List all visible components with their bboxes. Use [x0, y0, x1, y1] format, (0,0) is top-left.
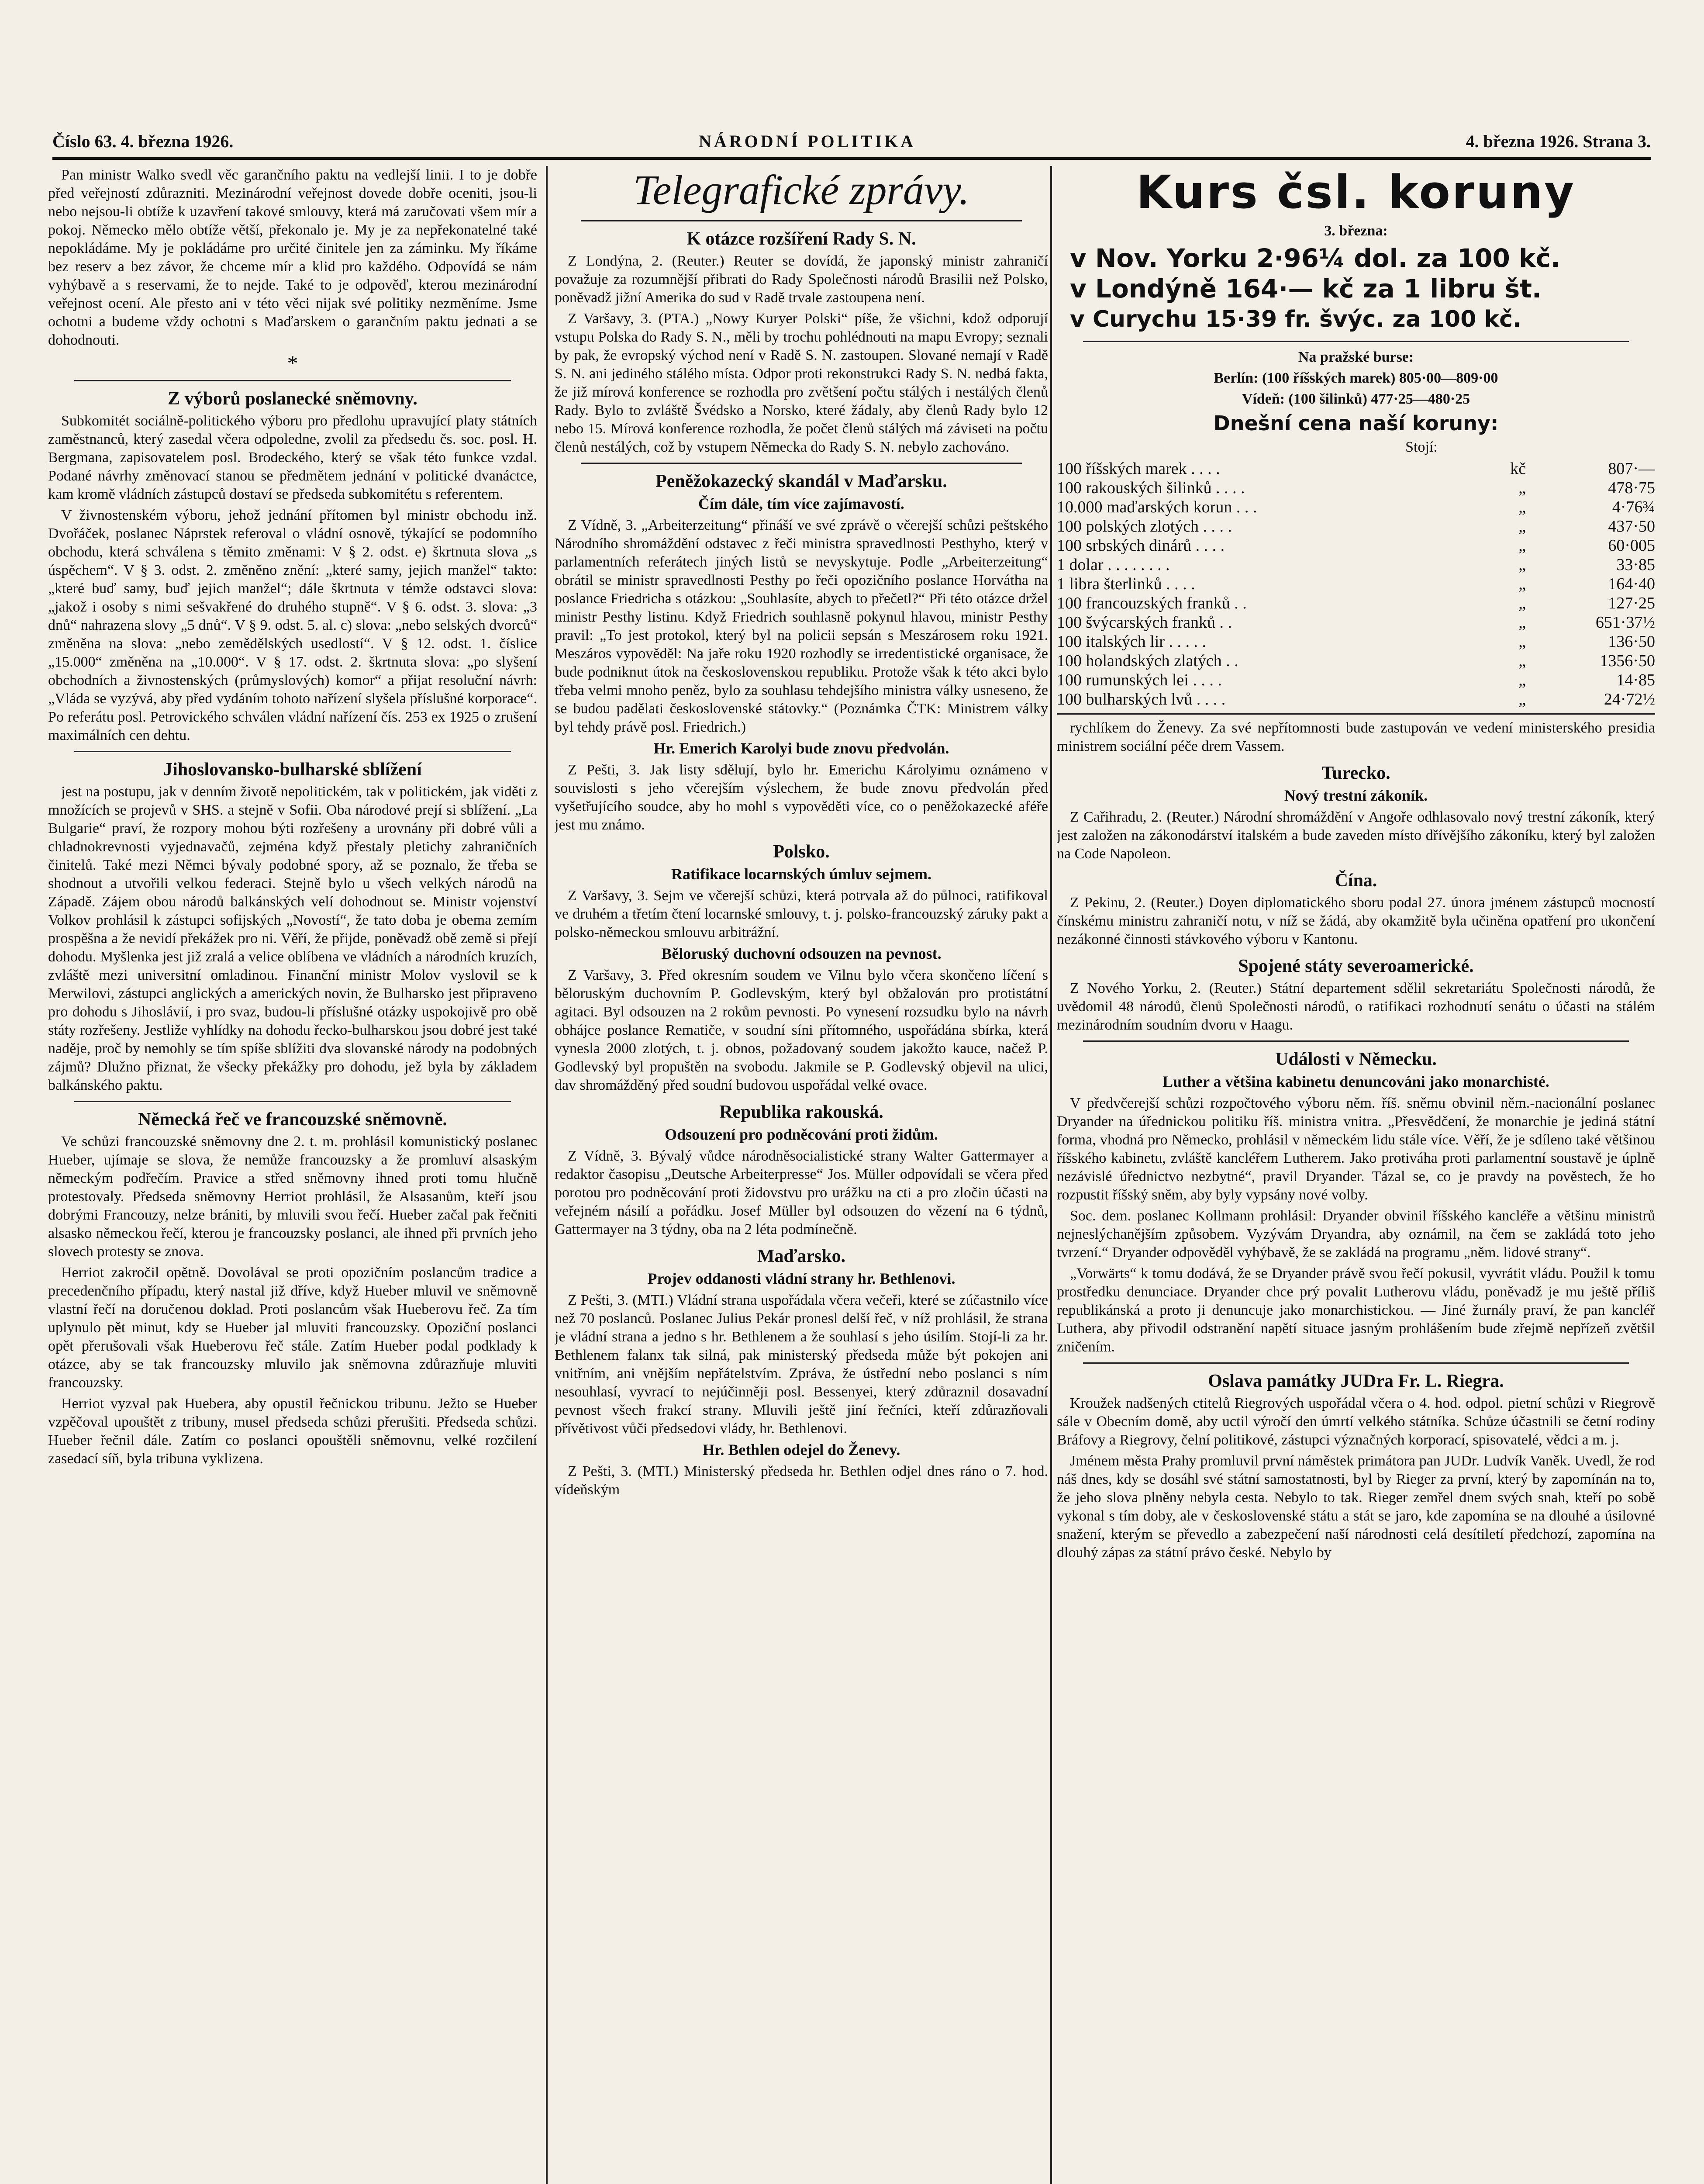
rate-currency: „: [1518, 536, 1526, 555]
headline-turecko: Turecko.: [1321, 763, 1390, 783]
divider: [581, 463, 1022, 464]
rate-row: [1057, 536, 1655, 555]
article-paragraph: V živnostenském výboru, jehož jednání přítomen byl ministr obchodu inž. Dvořáček, poslanec Náprstek referoval o vládní osnově, týkající se podomního obchodu, která schválena s těmito změnami: V § 2. odst. e) škrtnuta slova „s úspěchem“. V § 3. odst. 2. změněno znění: „které samy, jejich manžel“ takto: „které buď samy, buď jejich manžel“; dále škrtnuta v témže odstavci slova: „jakož i osoby s nimi sešvakřené do druhého stupně“. V § 6. odst. 3. slova: „3 dnů“ nahrazena slovy „5 dnů“. V § 9. odst. 5. al. c) slova: „nebo selských dvorců“ změněna na slova: „nebo zemědělských usedlostí“. V § 12. odst. 1. číslice „15.000“ změněna na „10.000“. V § 17. odst. 2. škrtnuta slova: „po slyšení obchodních a živnostenských (průmyslových) komor“ a přijat resoluční návrh: „Vláda se vyzývá, aby před vydáním tohoto nařízení slyšela příslušné korporace“. Po referátu posl. Petrovického schválen vládní nařízení čís. 253 ex 1925 o zrušení maximálních cen dehtu.: [48, 507, 537, 743]
divider: [74, 1101, 511, 1102]
rate-label: 100 švýcarských franků . .: [1057, 613, 1232, 632]
article-paragraph: „Vorwärts“ k tomu dodává, že se Dryander právě svou řečí pokusil, vyvrátit vládu. Použil k tomu prostředku denunciace. Dryander chce prý povalit Lutherovu vládu, poněvadž je mu ještě příliš republikánská a proto ji denuncuje jako monarchistickou. — Jiné žurnály praví, že pan kancléř Luthera, aby přivodil odstranění napětí situace jasným prohlášením bude zřejmě nepřízeň zvětšil zničením.: [1057, 1265, 1655, 1355]
issue-number: Číslo 63. 4. března 1926.: [52, 131, 234, 151]
section-star: *: [287, 351, 298, 375]
article-paragraph: Z Nového Yorku, 2. (Reuter.) Státní departement sdělil sekretariátu Společnosti národů, že uvědomil 48 národů, členů Společnosti národů, o ratifikaci rozhodnutí senátu o účasti na stálém mezinárodním soudním dvoru v Haagu.: [1057, 980, 1655, 1033]
subheadline: Luther a většina kabinetu denuncováni jako monarchisté.: [1162, 1073, 1549, 1090]
article-paragraph: Herriot vyzval pak Huebera, aby opustil řečnickou tribunu. Ježto se Hueber vzpěčoval upouštět z tribuny, musel předseda schůzi přerušiti. Předseda schůzi. Hueber řečnil dále. Zatím co poslanci opouštěli sněmovnu, velké rozčilení zasedací síň, byla tribuna vyklizena.: [48, 1396, 537, 1467]
headline-polsko: Polsko.: [773, 842, 830, 862]
column-rule-1: [546, 166, 548, 2184]
article-paragraph: Z Vídně, 3. „Arbeiterzeitung“ přináší ve své zprávě o včerejší schůzi peštského Národního shromáždění odstavec z řeči ministra spravedlnosti Pesthyho, který v parlamentních referátech jiných listů se nevyskytuje. Podle „Arbeiterzeitung“ obrátil se ministr spravedlnosti Pesthy po řeči opozičního poslance Horvátha na poslance Friedricha s otázkou: „Souhlasíte, abych to přečetl?“ Při této otázce držel ministr Pesthy listinu. Když Friedrich souhlasně pokynul hlavou, ministr Pesthy pravil: „To jest protokol, který byl na policii sepsán s Meszárosem roku 1921. Meszáros vypověděl: Na jaře roku 1920 rozhodly se irredentistické organisace, že bude podniknut útok na československou republiku. Protože však k této akci bylo třeba velmi mnoho peněz, bylo za souhlasu tehdejšího ministra války usneseno, že se budou padělati československé státovky.“ (Poznámka ČTK: Ministrem války byl tehdy právě posl. Friedrich.): [555, 517, 1048, 735]
rate-label: 100 holandských zlatých . .: [1057, 652, 1238, 670]
divider: [1083, 1362, 1629, 1364]
article-paragraph: Z Varšavy, 3. Sejm ve včerejší schůzi, která potrvala až do půlnoci, ratifikoval ve druhém a třetím čtení locarnské smlouvy, t. j. polsko-francouzský záruky pakt a polsko-německou smlouvu arbitrážní.: [555, 888, 1048, 940]
article-paragraph: Z Cařihradu, 2. (Reuter.) Národní shromáždění v Angoře odhlasovalo nový trestní zákoník, který jest založen na zákonodárství italském a bude zaveden místo dřívějšího zákoníku, který byl založen na Code Napoleon.: [1057, 809, 1655, 862]
newspaper-title: NÁRODNÍ POLITIKA: [699, 131, 916, 151]
burse-berlin: Berlín: (100 říšských marek) 805·00—809·00: [1214, 370, 1498, 386]
page-date: 4. března 1926. Strana 3.: [1466, 131, 1651, 151]
article-paragraph: Z Pešti, 3. (MTI.) Ministerský předseda hr. Bethlen odjel dnes ráno o 7. hod. vídeňským: [555, 1463, 1048, 1498]
rate-row: [1057, 459, 1655, 478]
rate-label: 100 rakouských šilinků . . . .: [1057, 479, 1245, 497]
rate-row: [1057, 555, 1655, 574]
rate-row: [1057, 517, 1655, 536]
rate-currency: „: [1518, 594, 1526, 612]
rate-value: 4·76¾: [1612, 498, 1655, 516]
headline-rieger: Oslava památky JUDra Fr. L. Riegra.: [1208, 1371, 1504, 1391]
divider: [581, 220, 1022, 221]
currency-rates-table: [1057, 459, 1655, 709]
headline-vybory: Z výborů poslanecké sněmovny.: [168, 389, 417, 409]
subheadline: Nový trestní zákoník.: [1284, 787, 1428, 804]
headline-jihoslovansko: Jihoslovansko-bulharské sblížení: [163, 760, 422, 780]
rate-row: [1057, 498, 1655, 517]
article-paragraph: Z Vídně, 3. Bývalý vůdce národněsocialistické strany Walter Gattermayer a redaktor časopisu „Deutsche Arbeiterpresse“ Jos. Müller odpovídali se včera před porotou pro podněcování proti židovstvu pro urážku na cti a pro zločin účasti na veřejném násilí a pořádku. Josef Müller byl odsouzen do vězení na 6 týdnů, Gattermayer na 3 týdny, oba na 2 léta podmínečně.: [555, 1148, 1048, 1237]
rate-label: 100 bulharských lvů . . . .: [1057, 690, 1226, 708]
rate-label: 100 italských lir . . . . .: [1057, 632, 1206, 651]
rate-currency: kč: [1510, 460, 1526, 478]
section-masthead-telegraficke: Telegrafické zprávy.: [633, 166, 969, 213]
rate-label: 10.000 maďarských korun . . .: [1057, 498, 1257, 516]
headline-madarsko: Maďarsko.: [757, 1246, 846, 1266]
column-rule-2: [1050, 166, 1052, 2184]
rate-row: [1057, 632, 1655, 651]
headline-karolyi: Hr. Emerich Karolyi bude znovu předvolán.: [653, 740, 949, 757]
article-paragraph: Jménem města Prahy promluvil první náměstek primátora pan JUDr. Ludvík Vaněk. Uvedl, že rod náš dnes, kdy se dosáhl své státní samostatnosti, byl by Rieger za první, který by zapomínán na to, že jeho slova plněny nebyla cesta. Nebylo to tak. Rieger zemřel dnem svých snah, kteří po sobě vykonal s tím doby, ale v československé státu a stát se jaro, kde zapomína se na dlouhé a úsilovné snažení, kterým se převedlo a zabezpečení naší národnosti celá desítiletí předchozí, zapomína na dlouhý zápas za státní právo české. Nebylo by: [1057, 1453, 1655, 1561]
article-paragraph: Herriot zakročil opětně. Dovolával se proti opozičním poslancům tradice a precedenčního případu, který nastal již dříve, když Hueber mluvil ve sněmovně vlastní řečí na doručenou doklad. Proti poslancům však Hueberovu řeč. Za tím uplynulo pět minut, kdy se Hueber jal mluviti francouzsky. Opoziční poslanci opět přerušovali však Hueberovu řeč stále. Zatím Hueber podal podklady k otázce, aby se tak francouzsky mluvilo jak sněmovna zdůrazňuje mluviti francouzsky.: [48, 1265, 537, 1391]
rate-label: 100 francouzských franků . .: [1057, 594, 1247, 612]
rate-value: 1356·50: [1600, 652, 1655, 670]
headline-udalosti-nemecko: Události v Německu.: [1275, 1049, 1437, 1069]
headline-kurs-koruny: Kurs čsl. koruny: [1136, 166, 1576, 219]
divider: [74, 751, 511, 752]
rate-value: 60·005: [1608, 536, 1655, 555]
rate-row: [1057, 574, 1655, 594]
burse-vienna: Vídeň: (100 šilinků) 477·25—480·25: [1242, 391, 1470, 407]
rate-currency: „: [1518, 498, 1526, 516]
rate-currency: „: [1518, 479, 1526, 497]
rate-currency: „: [1518, 690, 1526, 708]
rate-value: 478·75: [1608, 479, 1655, 497]
rate-value: 807·—: [1608, 460, 1655, 478]
kurs-zurich: v Curychu 15·39 fr. švýc. za 100 kč.: [1070, 306, 1521, 332]
subheadline: Čím dále, tím více zajímavostí.: [698, 495, 904, 512]
article-paragraph: Subkomitét sociálně-politického výboru pro předlohu upravující platy státních zaměstnanců, který zasedal včera odpoledne, zvolil za předsedu čs. soc. posl. H. Bergmana, zapisovatelem posl. Brodeckého, který se však této funkce vzdal. Podané návrhy změnovací stanou se předmětem jednání v politické dvanáctce, kam kromě vládních zástupců dostaví se předseda subkomitétu s referentem.: [48, 413, 537, 502]
rate-value: 127·25: [1608, 594, 1655, 612]
subheadline: Odsouzení pro podněcování proti židům.: [665, 1126, 938, 1143]
kurs-new-york: v Nov. Yorku 2·96¼ dol. za 100 kč.: [1070, 243, 1561, 273]
rate-row: [1057, 690, 1655, 709]
headline-rada-sn: K otázce rozšíření Rady S. N.: [686, 229, 916, 249]
column-3: [1057, 166, 1655, 2184]
column-1: [48, 166, 537, 2184]
article-paragraph: Z Pešti, 3. (MTI.) Vládní strana uspořádala včera večeři, které se zúčastnilo více než 70 poslanců. Poslanec Julius Pekár pronesl delší řeč, v níž prohlásil, že strana je vládní strana a jedno s hr. Bethlenem a že souhlasí s jeho úsilím. Stojí-li za hr. Bethlenem falanx tak silná, pak ministerský předseda může být pokojen ani vnitřním, ani vnějším nepřátelstvím. Zpráva, že ústřední nebo poslanci s ním nesouhlasí, vyvrací to nejúčinněji posl. Bessenyei, který zdůraznil dosavadní pevnost všech frakcí strany. Mluvili ještě jiní řečníci, kteří zdůrazňovali přívětivost vůči předsedovi vlády, hr. Bethlenovi.: [555, 1292, 1048, 1437]
kurs-date: 3. března:: [1324, 223, 1388, 239]
rate-currency: „: [1518, 556, 1526, 574]
article-paragraph: Z Pekinu, 2. (Reuter.) Doyen diplomatického sboru podal 27. února jménem zástupců mocností čínskému ministru zahraničí notu, v níž se žádá, aby okamžitě byla učiněna opatření pro ukončení nezákonné činnosti stávkového výboru v Kantonu.: [1057, 895, 1655, 947]
headline-penezokazecky: Peněžokazecký skandál v Maďarsku.: [655, 471, 947, 491]
rate-value: 14·85: [1616, 671, 1655, 689]
rate-currency: „: [1518, 671, 1526, 689]
column-2: [555, 166, 1048, 2184]
article-paragraph: V předvčerejší schůzi rozpočtového výboru něm. říš. sněmu obvinil něm.-nacionální poslanec Dryander na úřednickou politiku říš. ministra vnitra. „Přesvědčení, že monarchie je jediná státní forma, vhodná pro Německo, prohlásil v německém lidu stále více. Věří, že je sdíleno také většinou říšského kabinetu, zvláště kancléřem Lutherem. Jako protiváha proti parlamentní soustavě je úplně nezávislé úřednictvo nezbytné“, pravil Dryander. Tázal se, co je pravdy na pověstech, že ho rozpustit říšský sněm, aby byly vypsány nové volby.: [1057, 1095, 1655, 1203]
article-paragraph: Z Varšavy, 3. Před okresním soudem ve Vilnu bylo včera skončeno líčení s běloruským duchovním P. Godlevským, který byl obžalován pro protistátní agitaci. Byl odsouzen na 2 rokům pevnosti. Po vynesení rozsudku bylo na návrh obhájce poslance Rematiče, v soudní síni přítomného, uspořádána sbírka, která vynesla 2000 zlotých, t. j. obnos, požadovaný soudem jakožto kauce, načež P. Godlevský byl propuštěn na svobodu. Jakmile se P. Godlevský objevil na ulici, dav shromážděný před soudní budovou uspořádal velké ovace.: [555, 967, 1048, 1093]
rate-currency: „: [1518, 575, 1526, 593]
rate-label: 100 říšských marek . . . .: [1057, 460, 1220, 478]
rate-label: 1 libra šterlinků . . . .: [1057, 575, 1195, 593]
rate-row: [1057, 670, 1655, 690]
divider: [1083, 1040, 1629, 1042]
rate-currency: „: [1518, 613, 1526, 632]
headline-nemecka-rec: Německá řeč ve francouzské sněmovně.: [138, 1109, 447, 1130]
divider: [1057, 713, 1655, 715]
article-walko-intro: Pan ministr Walko svedl věc garančního paktu na vedlejší linii. I to je dobře před veřejností zdůrazniti. Mezinárodní veřejnost dovede dobře oceniti, jsou-li nebo nejsou-li obtíže k uzavření takové smlouvy, která má zaručovati všem mír a pokoj. Německo mělo obtíže větší, překonalo je. My je za nepřekonatelné také nepokládáme. My je pokládáme pro určité činitele jen za záminku. My říkáme bez reserv a bez závor, že chceme mír a klid pro každého. Odpovídá se nám vyhýbavě a s reservami, že to nejde. Také to je odpověď, kterou mezinárodní veřejnost ocení. Ale přesto ani v této věci nijak své politiky nezměníme. Jsme ochotni a budeme vždy ochotni s Maďarskem o garančním paktu jednati a se dohodnouti.: [48, 167, 537, 348]
article-paragraph: Z Pešti, 3. Jak listy sdělují, bylo hr. Emerichu Károlyimu oznámeno v souvislosti s jeho včerejším výslechem, že bude znovu předvolán před vyšetřujícího soudce, aby ho mohl s vypověděti více, co o peněžokazecké aféře jest mu známo.: [555, 762, 1048, 833]
rate-label: 100 polských zlotých . . . .: [1057, 517, 1232, 536]
divider: [1083, 341, 1629, 342]
rate-row: [1057, 613, 1655, 632]
headline-bethlen-zeneva: Hr. Bethlen odejel do Ženevy.: [702, 1441, 900, 1458]
rate-label: 100 srbských dinárů . . . .: [1057, 536, 1225, 555]
rate-value: 33·85: [1616, 556, 1655, 574]
rate-value: 24·72½: [1604, 690, 1655, 708]
divider: [74, 380, 511, 381]
rate-label: 100 rumunských lei . . . .: [1057, 671, 1222, 689]
article-paragraph: Z Londýna, 2. (Reuter.) Reuter se dovídá, že japonský ministr zahraničí považuje za rozumnější přibrati do Rady Společnosti národů Brasilii než Polsko, poněvadž jižní Amerika do sud v Radě trvale zastoupena není.: [555, 253, 1048, 306]
rate-value: 437·50: [1608, 517, 1655, 536]
rate-currency: „: [1518, 517, 1526, 536]
headline-rakousko: Republika rakouská.: [719, 1102, 883, 1122]
cena-title: Dnešní cena naší koruny:: [1213, 411, 1499, 435]
rate-value: 136·50: [1608, 632, 1655, 651]
rate-row: [1057, 594, 1655, 613]
rate-value: 651·37½: [1595, 613, 1655, 632]
cena-column-label: Stojí:: [1405, 439, 1438, 455]
rate-value: 164·40: [1608, 575, 1655, 593]
article-paragraph: Kroužek nadšených ctitelů Riegrových uspořádal včera o 4. hod. odpol. pietní schůzi v Riegrově sále v Obecním domě, aby uctil výročí den úmrtí velkého státníka. Schůze účastnili se četní rodiny Bráfovy a Riegrovy, čelní politikové, zástupci význačných korporací, spisovatelé, vědci a m. j.: [1057, 1395, 1655, 1448]
rate-currency: „: [1518, 652, 1526, 670]
burse-title: Na pražské burse:: [1298, 349, 1414, 365]
article-paragraph: Z Varšavy, 3. (PTA.) „Nowy Kuryer Polski“ píše, že všichni, kdož odporují vstupu Polska do Rady S. N., měli by trochu pohlédnouti na mapu Evropy; seznali by pak, že evropský východ není v Radě S. N. zastoupen. Slované nemají v Radě S. N. ani jediného stálého místa. Odpor proti rekonstrukci Rady S. N. nedbá fakta, že již mírová konference se rozhodla pro zvětšení počtu stálých i nestálých členů Rady. Bylo to zvláště Švédsko a Norsko, které žádaly, aby členů Rady bylo 12 nebo 15. Mírová konference rozhodla, že počet členů stálých má záviseti na počtu členů nestálých, což by vstupem Německa do Rady S. N. nebylo zachováno.: [555, 311, 1048, 455]
article-paragraph: rychlíkem do Ženevy. Za své nepřítomnosti bude zastupován ve vedení ministerského presidia ministrem sociální péče drem Vassem.: [1057, 720, 1655, 754]
rate-row: [1057, 478, 1655, 498]
headline-spojene-staty: Spojené státy severoamerické.: [1238, 956, 1474, 976]
kurs-london: v Londýně 164·— kč za 1 libru št.: [1070, 274, 1542, 304]
rate-row: [1057, 651, 1655, 670]
page-header: [52, 127, 1651, 160]
article-paragraph: jest na postupu, jak v denním životě nepolitickém, tak v politickém, jak viděti z množících se projevů v SHS. a stejně v Sofii. Oba národové prejí si sblížení. „La Bulgarie“ praví, že rozpory mohou býti rozřešeny a urovnány při dobré vůli a chladnokrevnosti vyjednavačů, zejména když přestaly pletichy zahraničních činitelů. Také mezi Němci bývaly podobné spory, až se poznalo, že třeba se shodnout a utvořili velkou federaci. Stejně bylo u všech velkých národů na Západě. Zájem obou národů balkánských velí dohodnout se. Ministr vojenství Volkov prohlásil k zástupci sofijských „Novostí“, že tato doba je obema zemím prospěšna a že nevidí překážek pro ni. Věří, že přijde, poněvadž obě země si přejí dohodu. Myšlenka jest již zralá a velice oblíbena ve vládních a národních kruzích, zvláště mezi universitní omladinou. Finanční ministr Molov vyslovil se k Merwilovi, zástupci anglických a amerických novin, že Bulharsko jest připraveno pro dohodu s Jihoslávií, i pro svaz, budou-li příslušné otázky uspokojivě pro obě státy rozřešeny. Jestliže vyhlídky na dohodu řecko-bulharskou jsou dobré jest také naděje, proč by nemohly se tím spíše sblížiti dva slovanské národy na podobných zájmů? Dlužno přiznat, že všecky překážky pro dohodu, jež byla by základem balkánského paktu.: [48, 784, 537, 1093]
subheadline: Projev oddanosti vládní strany hr. Bethlenovi.: [647, 1270, 955, 1287]
rate-label: 1 dolar . . . . . . . .: [1057, 556, 1170, 574]
headline-belorusky: Běloruský duchovní odsouzen na pevnost.: [661, 945, 942, 962]
article-paragraph: Soc. dem. poslanec Kollmann prohlásil: Dryander obvinil říšského kancléře a většinu ministrů nejneslýchanějším způsobem. Vyzývám Dryandra, aby oznámil, na čem se zakládá toto jeho tvrzení.“ Dryander odpověděl vyhýbavě, že se zakládá na programu „něm. lidové strany“.: [1057, 1208, 1655, 1261]
subheadline: Ratifikace locarnských úmluv sejmem.: [671, 865, 931, 883]
headline-cina: Čína.: [1335, 871, 1377, 891]
article-paragraph: Ve schůzi francouzské sněmovny dne 2. t. m. prohlásil komunistický poslanec Hueber, ujímaje se slova, že nemůže francouzsky a že promluví alsaským německým podřečím. Pravice a střed sněmovny ihned proti tomu hlučně protestovaly. Předseda sněmovny Herriot prohlásil, že Alsasanům, kteří jsou dobrými Francouzy, nelze brániti, by mluvili svou řečí. Hueber začal pak řečniti alsasko německou řečí, kterou je francouzsky poslanci, ale ihned při prvních jeho slovech protesty se znova.: [48, 1133, 537, 1260]
rate-currency: „: [1518, 632, 1526, 651]
